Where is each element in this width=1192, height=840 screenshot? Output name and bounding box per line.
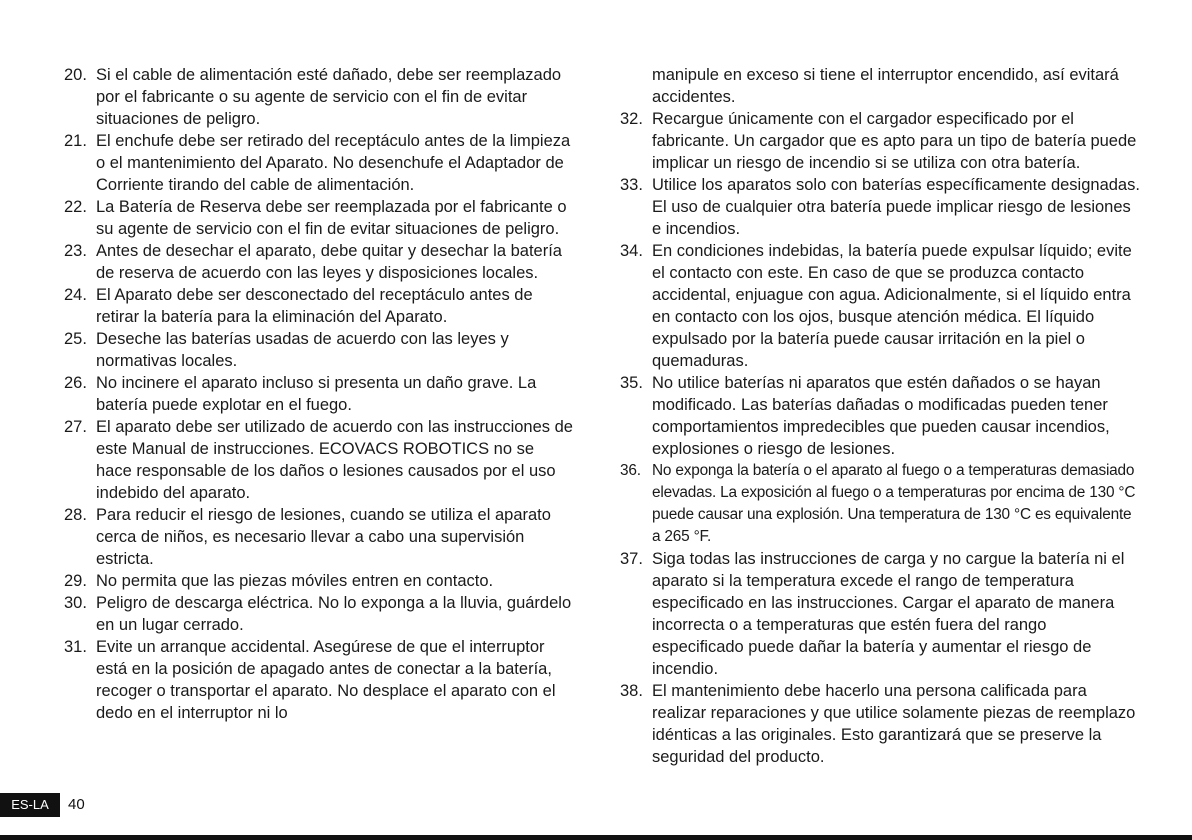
item-number: 30.: [64, 594, 87, 612]
item-number: 22.: [64, 198, 87, 216]
item-number: 34.: [620, 242, 643, 260]
item-text: En condiciones indebidas, la batería puede expulsar líquido; evite el contacto con este. En caso de que se produzca contacto accidental, enjuague con agua. Adicionalmente, si el líquido entra en contacto con los ojos, busque atención médica. El líquido expulsado por la batería puede causar irritación en la piel o quemaduras.: [652, 242, 1132, 370]
item-text: Si el cable de alimentación esté dañado, debe ser reemplazado por el fabricante o su agente de servicio con el fin de evitar situaciones de peligro.: [96, 66, 562, 128]
item-text: El Aparato debe ser desconectado del receptáculo antes de retirar la batería para la eliminación del Aparato.: [96, 286, 533, 326]
list-item: [620, 460, 1140, 548]
list-item: [620, 174, 1140, 240]
list-item: [64, 636, 574, 724]
language-tag: ES-LA: [0, 793, 60, 817]
item-number: 26.: [64, 374, 87, 392]
item-number: 37.: [620, 550, 643, 568]
item-text: Utilice los aparatos solo con baterías específicamente designadas. El uso de cualquier otra batería puede implicar riesgo de lesiones e incendios.: [652, 176, 1140, 238]
item-text: El mantenimiento debe hacerlo una persona calificada para realizar reparaciones y que utilice solamente piezas de reemplazo idénticas a las originales. Esto garantizará que se preserve la seguridad del producto.: [652, 682, 1136, 766]
item-number: 38.: [620, 682, 643, 700]
item-text: No exponga la batería o el aparato al fuego o a temperaturas demasiado elevadas. La exposición al fuego o a temperaturas por encima de 130 °C puede causar una explosión. Una temperatura de 130 °C es equivalente a 265 °F.: [652, 462, 1136, 545]
item-text: La Batería de Reserva debe ser reemplazada por el fabricante o su agente de servicio con el fin de evitar situaciones de peligro.: [96, 198, 567, 238]
continued-text: manipule en exceso si tiene el interruptor encendido, así evitará accidentes.: [652, 66, 1119, 106]
item-number: 31.: [64, 638, 87, 656]
item-number: 32.: [620, 110, 643, 128]
list-item: [64, 570, 574, 592]
item-text: Recargue únicamente con el cargador especificado por el fabricante. Un cargador que es apto para un tipo de batería puede implicar un riesgo de incendio si se utiliza con otra batería.: [652, 110, 1137, 172]
list-item: [620, 240, 1140, 372]
item-text: No permita que las piezas móviles entren en contacto.: [96, 572, 494, 590]
list-item: [64, 504, 574, 570]
list-item: [64, 372, 574, 416]
list-item: [64, 284, 574, 328]
list-item: [620, 680, 1140, 768]
list-item: [620, 372, 1140, 460]
page-number: 40: [68, 796, 85, 813]
item-text: Peligro de descarga eléctrica. No lo exponga a la lluvia, guárdelo en un lugar cerrado.: [96, 594, 572, 634]
item-number: 36.: [620, 462, 641, 479]
item-number: 20.: [64, 66, 87, 84]
item-number: 35.: [620, 374, 643, 392]
item-text: Deseche las baterías usadas de acuerdo con las leyes y normativas locales.: [96, 330, 509, 370]
item-text: El enchufe debe ser retirado del receptáculo antes de la limpieza o el mantenimiento del Aparato. No desenchufe el Adaptador de Corriente tirando del cable de alimentación.: [96, 132, 571, 194]
item-number: 25.: [64, 330, 87, 348]
item-text: Evite un arranque accidental. Asegúrese de que el interruptor está en la posición de apagado antes de conectar a la batería, recoger o transportar el aparato. No desplace el aparato con el dedo en el interruptor ni lo: [96, 638, 556, 722]
list-item: [64, 196, 574, 240]
list-item: [64, 240, 574, 284]
list-item: [64, 64, 574, 130]
list-item: [64, 592, 574, 636]
list-item: [64, 328, 574, 372]
bottom-rule: [0, 835, 1192, 840]
item-text: Siga todas las instrucciones de carga y no cargue la batería ni el aparato si la temperatura excede el rango de temperatura especificado en las instrucciones. Cargar el aparato de manera incorrecta o a temperaturas que estén fuera del rango especificado puede dañar la batería y aumentar el riesgo de incendio.: [652, 550, 1125, 678]
item-text: El aparato debe ser utilizado de acuerdo con las instrucciones de este Manual de instrucciones. ECOVACS ROBOTICS no se hace responsable de los daños o lesiones causados por el uso indebido del aparato.: [96, 418, 573, 502]
item-number: 33.: [620, 176, 643, 194]
item-number: 23.: [64, 242, 87, 260]
item-text: No incinere el aparato incluso si presenta un daño grave. La batería puede explotar en el fuego.: [96, 374, 537, 414]
list-item: [620, 548, 1140, 680]
item-text: No utilice baterías ni aparatos que estén dañados o se hayan modificado. Las baterías dañadas o modificadas pueden tener comportamientos impredecibles que pueden causar incendios, explosiones o riesgo de lesiones.: [652, 374, 1110, 458]
item-number: 21.: [64, 132, 87, 150]
list-item: [64, 416, 574, 504]
item-text: Para reducir el riesgo de lesiones, cuando se utiliza el aparato cerca de niños, es necesario llevar a cabo una supervisión estricta.: [96, 506, 551, 568]
item-number: 27.: [64, 418, 87, 436]
right-column: [620, 64, 1140, 768]
list-item: [64, 130, 574, 196]
left-column: [64, 64, 574, 724]
item-number: 24.: [64, 286, 87, 304]
list-item: [620, 108, 1140, 174]
item-number: 28.: [64, 506, 87, 524]
item-text: Antes de desechar el aparato, debe quitar y desechar la batería de reserva de acuerdo con las leyes y disposiciones locales.: [96, 242, 562, 282]
item-number: 29.: [64, 572, 87, 590]
